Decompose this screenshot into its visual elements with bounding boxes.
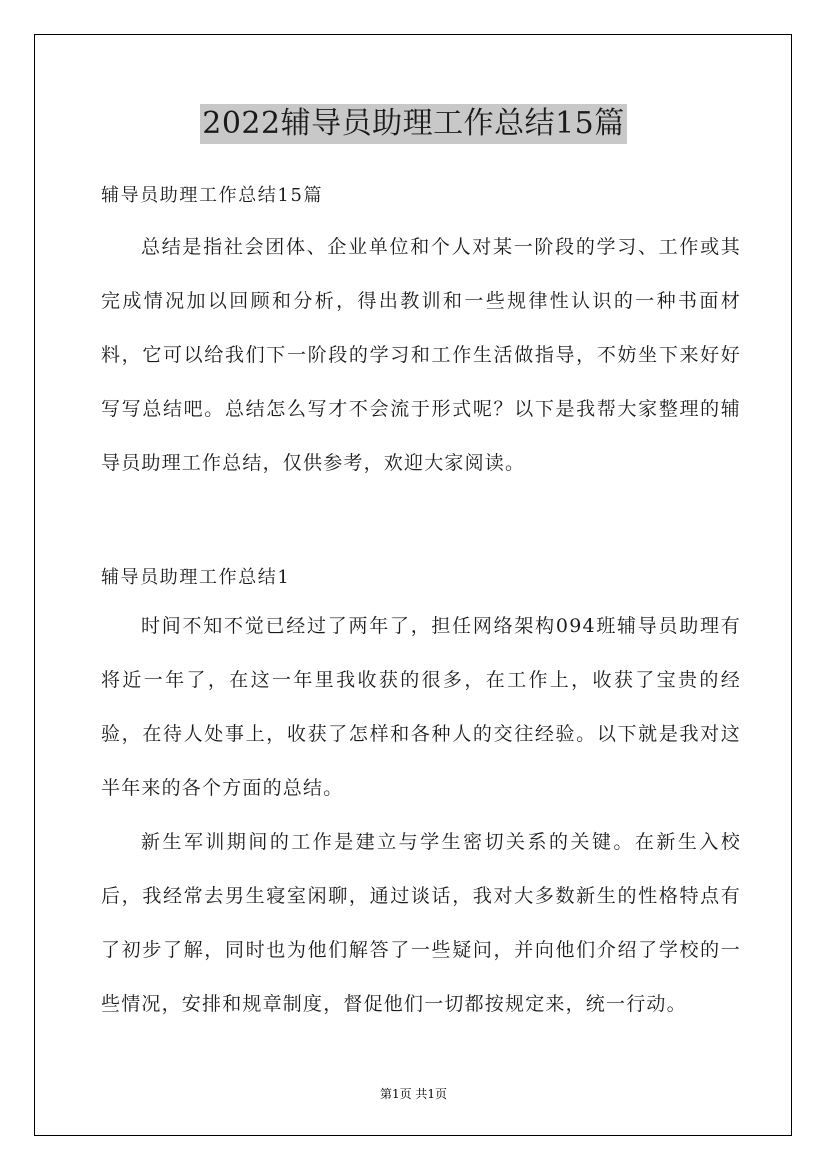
document-title-text: 2022辅导员助理工作总结15篇 [200, 104, 627, 144]
page-number: 第1页 共1页 [379, 1087, 448, 1101]
document-subtitle: 辅导员助理工作总结15篇 [101, 185, 324, 206]
intro-paragraph: 总结是指社会团体、企业单位和个人对某一阶段的学习、工作或其完成情况加以回顾和分析，得出教训和一些规律性认识的一种书面材料，它可以给我们下一阶段的学习和工作生活做指导，不妨坐下来好好写写总结吧。总结怎么写才不会流于形式呢？以下是我帮大家整理的辅导员助理工作总结，仅供参考，欢迎大家阅读。 [101, 236, 741, 474]
section-heading: 辅导员助理工作总结1 [101, 567, 291, 588]
body-paragraph-2: 新生军训期间的工作是建立与学生密切关系的关键。在新生入校后，我经常去男生寝室闲聊，通过谈话，我对大多数新生的性格特点有了初步了解，同时也为他们解答了一些疑问，并向他们介绍了学校的一些情况，安排和规章制度，督促他们一切都按规定来，统一行动。 [101, 831, 741, 1015]
body-paragraph-1: 时间不知不觉已经过了两年了，担任网络架构094班辅导员助理有将近一年了，在这一年里我收获的很多，在工作上，收获了宝贵的经验，在待人处事上，收获了怎样和各种人的交往经验。以下就是我对这半年来的各个方面的总结。 [101, 615, 741, 799]
document-title [0, 103, 827, 144]
